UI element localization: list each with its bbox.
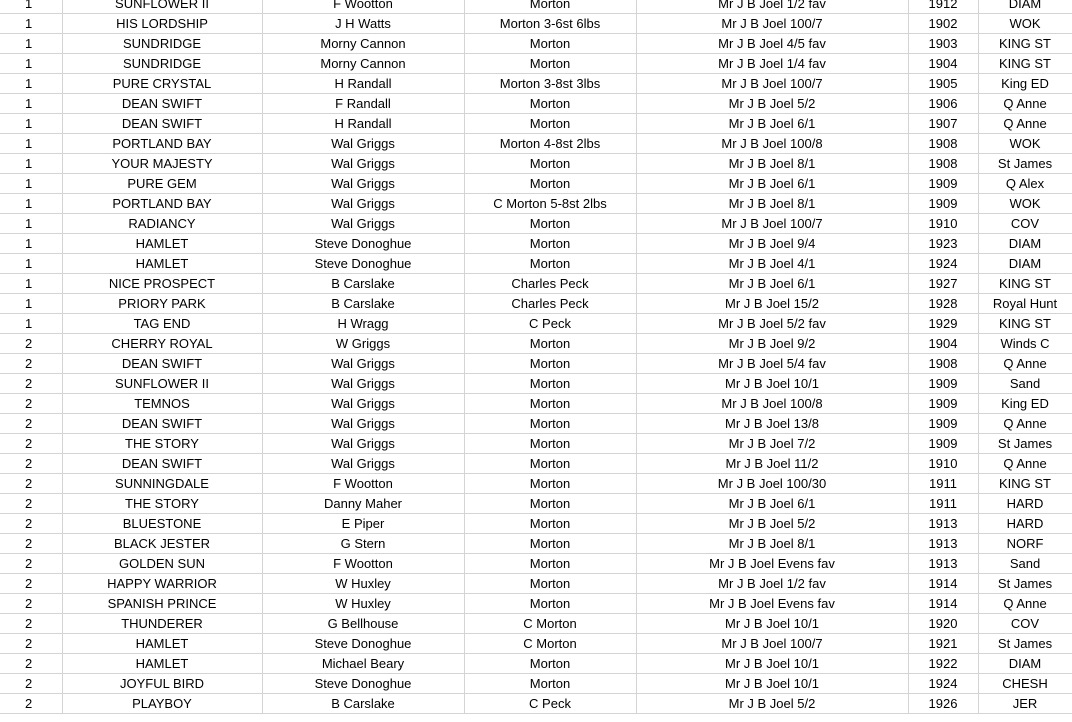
position-cell[interactable]: 2 — [0, 474, 62, 494]
horse-cell[interactable]: HAMLET — [62, 234, 262, 254]
jockey-cell[interactable]: Wal Griggs — [262, 374, 464, 394]
year-cell[interactable]: 1910 — [908, 214, 978, 234]
owner-odds-cell[interactable]: Mr J B Joel 6/1 — [636, 494, 908, 514]
horse-cell[interactable]: NICE PROSPECT — [62, 274, 262, 294]
table-row — [0, 154, 1072, 174]
trainer-cell[interactable]: C Morton — [464, 614, 636, 634]
table-row — [0, 234, 1072, 254]
trainer-cell[interactable]: Morton — [464, 234, 636, 254]
jockey-cell[interactable]: Wal Griggs — [262, 354, 464, 374]
table-row — [0, 214, 1072, 234]
horse-cell[interactable]: SUNFLOWER II — [62, 0, 262, 14]
position-cell[interactable]: 1 — [0, 114, 62, 134]
race-cell[interactable]: St James — [978, 574, 1072, 594]
year-cell[interactable]: 1929 — [908, 314, 978, 334]
year-cell[interactable]: 1913 — [908, 554, 978, 574]
trainer-cell[interactable]: Morton — [464, 374, 636, 394]
table-row — [0, 434, 1072, 454]
table-row — [0, 674, 1072, 694]
jockey-cell[interactable]: B Carslake — [262, 274, 464, 294]
race-cell[interactable]: COV — [978, 214, 1072, 234]
jockey-cell[interactable]: Morny Cannon — [262, 34, 464, 54]
trainer-cell[interactable]: Morton — [464, 334, 636, 354]
owner-odds-cell[interactable]: Mr J B Joel 100/7 — [636, 14, 908, 34]
race-cell[interactable]: DIAM — [978, 234, 1072, 254]
trainer-cell[interactable]: Charles Peck — [464, 274, 636, 294]
position-cell[interactable]: 1 — [0, 234, 62, 254]
trainer-cell[interactable]: Morton — [464, 54, 636, 74]
owner-odds-cell[interactable]: Mr J B Joel 6/1 — [636, 274, 908, 294]
position-cell[interactable]: 2 — [0, 454, 62, 474]
horse-cell[interactable]: TEMNOS — [62, 394, 262, 414]
horse-cell[interactable]: DEAN SWIFT — [62, 354, 262, 374]
horse-cell[interactable]: PORTLAND BAY — [62, 194, 262, 214]
horse-cell[interactable]: BLACK JESTER — [62, 534, 262, 554]
trainer-cell[interactable]: Morton — [464, 474, 636, 494]
jockey-cell[interactable]: H Randall — [262, 74, 464, 94]
race-cell[interactable]: HARD — [978, 494, 1072, 514]
jockey-cell[interactable]: F Wootton — [262, 474, 464, 494]
position-cell[interactable]: 2 — [0, 494, 62, 514]
owner-odds-cell[interactable]: Mr J B Joel 4/5 fav — [636, 34, 908, 54]
trainer-cell[interactable]: Morton — [464, 34, 636, 54]
owner-odds-cell[interactable]: Mr J B Joel 100/8 — [636, 394, 908, 414]
position-cell[interactable]: 1 — [0, 14, 62, 34]
jockey-cell[interactable]: Wal Griggs — [262, 194, 464, 214]
trainer-cell[interactable]: Morton — [464, 454, 636, 474]
horse-cell[interactable]: PURE GEM — [62, 174, 262, 194]
race-cell[interactable]: DIAM — [978, 0, 1072, 14]
year-cell[interactable]: 1904 — [908, 334, 978, 354]
table-row — [0, 554, 1072, 574]
year-cell[interactable]: 1927 — [908, 274, 978, 294]
year-cell[interactable]: 1914 — [908, 594, 978, 614]
horse-cell[interactable]: SUNNINGDALE — [62, 474, 262, 494]
owner-odds-cell[interactable]: Mr J B Joel 5/2 — [636, 694, 908, 714]
position-cell[interactable]: 2 — [0, 374, 62, 394]
position-cell[interactable]: 1 — [0, 214, 62, 234]
race-cell[interactable]: Winds C — [978, 334, 1072, 354]
position-cell[interactable]: 2 — [0, 594, 62, 614]
year-cell[interactable]: 1911 — [908, 474, 978, 494]
horse-cell[interactable]: THE STORY — [62, 434, 262, 454]
race-cell[interactable]: Q Anne — [978, 94, 1072, 114]
year-cell[interactable]: 1922 — [908, 654, 978, 674]
position-cell[interactable]: 2 — [0, 534, 62, 554]
owner-odds-cell[interactable]: Mr J B Joel 6/1 — [636, 114, 908, 134]
year-cell[interactable]: 1913 — [908, 514, 978, 534]
race-cell[interactable]: Q Anne — [978, 114, 1072, 134]
race-cell[interactable]: KING ST — [978, 54, 1072, 74]
horse-cell[interactable]: PLAYBOY — [62, 694, 262, 714]
jockey-cell[interactable]: F Randall — [262, 94, 464, 114]
position-cell[interactable]: 2 — [0, 674, 62, 694]
table-row — [0, 334, 1072, 354]
table-row — [0, 514, 1072, 534]
jockey-cell[interactable]: E Piper — [262, 514, 464, 534]
horse-cell[interactable]: DEAN SWIFT — [62, 454, 262, 474]
horse-cell[interactable]: TAG END — [62, 314, 262, 334]
trainer-cell[interactable]: Morton — [464, 394, 636, 414]
race-cell[interactable]: KING ST — [978, 34, 1072, 54]
year-cell[interactable]: 1905 — [908, 74, 978, 94]
horse-cell[interactable]: YOUR MAJESTY — [62, 154, 262, 174]
horse-cell[interactable]: THUNDERER — [62, 614, 262, 634]
trainer-cell[interactable]: Morton — [464, 414, 636, 434]
jockey-cell[interactable]: H Randall — [262, 114, 464, 134]
table-row — [0, 374, 1072, 394]
year-cell[interactable]: 1913 — [908, 534, 978, 554]
trainer-cell[interactable]: Morton — [464, 114, 636, 134]
jockey-cell[interactable]: Wal Griggs — [262, 414, 464, 434]
owner-odds-cell[interactable]: Mr J B Joel 5/2 — [636, 94, 908, 114]
jockey-cell[interactable]: Morny Cannon — [262, 54, 464, 74]
table-row — [0, 474, 1072, 494]
year-cell[interactable]: 1926 — [908, 694, 978, 714]
table-row — [0, 594, 1072, 614]
jockey-cell[interactable]: J H Watts — [262, 14, 464, 34]
trainer-cell[interactable]: Morton — [464, 94, 636, 114]
owner-odds-cell[interactable]: Mr J B Joel Evens fav — [636, 594, 908, 614]
owner-odds-cell[interactable]: Mr J B Joel 8/1 — [636, 534, 908, 554]
table-row — [0, 534, 1072, 554]
race-cell[interactable]: WOK — [978, 134, 1072, 154]
trainer-cell[interactable]: Morton — [464, 654, 636, 674]
position-cell[interactable]: 2 — [0, 654, 62, 674]
horse-cell[interactable]: HAPPY WARRIOR — [62, 574, 262, 594]
race-cell[interactable]: Q Anne — [978, 454, 1072, 474]
position-cell[interactable]: 2 — [0, 514, 62, 534]
race-cell[interactable]: KING ST — [978, 474, 1072, 494]
race-cell[interactable]: St James — [978, 154, 1072, 174]
position-cell[interactable]: 1 — [0, 54, 62, 74]
table-row — [0, 0, 1072, 14]
horse-cell[interactable]: PURE CRYSTAL — [62, 74, 262, 94]
position-cell[interactable]: 1 — [0, 34, 62, 54]
owner-odds-cell[interactable]: Mr J B Joel Evens fav — [636, 554, 908, 574]
jockey-cell[interactable]: Danny Maher — [262, 494, 464, 514]
race-cell[interactable]: DIAM — [978, 654, 1072, 674]
table-row — [0, 354, 1072, 374]
table-row — [0, 114, 1072, 134]
horse-cell[interactable]: SUNFLOWER II — [62, 374, 262, 394]
trainer-cell[interactable]: Morton 3-8st 3lbs — [464, 74, 636, 94]
year-cell[interactable]: 1923 — [908, 234, 978, 254]
year-cell[interactable]: 1914 — [908, 574, 978, 594]
owner-odds-cell[interactable]: Mr J B Joel 9/4 — [636, 234, 908, 254]
year-cell[interactable]: 1908 — [908, 154, 978, 174]
owner-odds-cell[interactable]: Mr J B Joel 1/2 fav — [636, 0, 908, 14]
table-row — [0, 654, 1072, 674]
jockey-cell[interactable]: G Stern — [262, 534, 464, 554]
race-cell[interactable]: Q Alex — [978, 174, 1072, 194]
position-cell[interactable]: 2 — [0, 334, 62, 354]
table-row — [0, 14, 1072, 34]
year-cell[interactable]: 1906 — [908, 94, 978, 114]
trainer-cell[interactable]: Morton 3-6st 6lbs — [464, 14, 636, 34]
position-cell[interactable]: 2 — [0, 554, 62, 574]
horse-cell[interactable]: THE STORY — [62, 494, 262, 514]
trainer-cell[interactable]: C Morton 5-8st 2lbs — [464, 194, 636, 214]
year-cell[interactable]: 1909 — [908, 394, 978, 414]
position-cell[interactable]: 1 — [0, 0, 62, 14]
jockey-cell[interactable]: Wal Griggs — [262, 214, 464, 234]
jockey-cell[interactable]: Wal Griggs — [262, 394, 464, 414]
trainer-cell[interactable]: Morton — [464, 574, 636, 594]
table-row — [0, 34, 1072, 54]
table-row — [0, 414, 1072, 434]
table-row — [0, 134, 1072, 154]
owner-odds-cell[interactable]: Mr J B Joel 11/2 — [636, 454, 908, 474]
jockey-cell[interactable]: B Carslake — [262, 694, 464, 714]
year-cell[interactable]: 1908 — [908, 354, 978, 374]
table-row — [0, 494, 1072, 514]
position-cell[interactable]: 2 — [0, 434, 62, 454]
horse-cell[interactable]: BLUESTONE — [62, 514, 262, 534]
year-cell[interactable]: 1924 — [908, 674, 978, 694]
table-row — [0, 314, 1072, 334]
owner-odds-cell[interactable]: Mr J B Joel 8/1 — [636, 194, 908, 214]
race-cell[interactable]: Royal Hunt — [978, 294, 1072, 314]
year-cell[interactable]: 1909 — [908, 194, 978, 214]
year-cell[interactable]: 1903 — [908, 34, 978, 54]
position-cell[interactable]: 2 — [0, 394, 62, 414]
owner-odds-cell[interactable]: Mr J B Joel 1/4 fav — [636, 54, 908, 74]
race-cell[interactable]: Q Anne — [978, 414, 1072, 434]
position-cell[interactable]: 1 — [0, 254, 62, 274]
trainer-cell[interactable]: Morton — [464, 554, 636, 574]
race-cell[interactable]: King ED — [978, 394, 1072, 414]
owner-odds-cell[interactable]: Mr J B Joel 5/2 — [636, 514, 908, 534]
owner-odds-cell[interactable]: Mr J B Joel 1/2 fav — [636, 574, 908, 594]
race-cell[interactable]: Sand — [978, 554, 1072, 574]
owner-odds-cell[interactable]: Mr J B Joel 100/7 — [636, 634, 908, 654]
position-cell[interactable]: 1 — [0, 174, 62, 194]
horse-cell[interactable]: SPANISH PRINCE — [62, 594, 262, 614]
jockey-cell[interactable]: Wal Griggs — [262, 174, 464, 194]
owner-odds-cell[interactable]: Mr J B Joel 100/30 — [636, 474, 908, 494]
race-cell[interactable]: WOK — [978, 194, 1072, 214]
trainer-cell[interactable]: Morton — [464, 174, 636, 194]
jockey-cell[interactable]: Steve Donoghue — [262, 254, 464, 274]
race-cell[interactable]: KING ST — [978, 314, 1072, 334]
owner-odds-cell[interactable]: Mr J B Joel 15/2 — [636, 294, 908, 314]
jockey-cell[interactable]: Wal Griggs — [262, 454, 464, 474]
race-cell[interactable]: Sand — [978, 374, 1072, 394]
trainer-cell[interactable]: Morton — [464, 214, 636, 234]
owner-odds-cell[interactable]: Mr J B Joel 6/1 — [636, 174, 908, 194]
owner-odds-cell[interactable]: Mr J B Joel 10/1 — [636, 614, 908, 634]
race-cell[interactable]: St James — [978, 434, 1072, 454]
position-cell[interactable]: 1 — [0, 154, 62, 174]
race-cell[interactable]: NORF — [978, 534, 1072, 554]
horse-cell[interactable]: PRIORY PARK — [62, 294, 262, 314]
jockey-cell[interactable]: G Bellhouse — [262, 614, 464, 634]
jockey-cell[interactable]: W Huxley — [262, 574, 464, 594]
race-cell[interactable]: DIAM — [978, 254, 1072, 274]
jockey-cell[interactable]: Steve Donoghue — [262, 234, 464, 254]
year-cell[interactable]: 1920 — [908, 614, 978, 634]
horse-cell[interactable]: DEAN SWIFT — [62, 94, 262, 114]
owner-odds-cell[interactable]: Mr J B Joel 5/4 fav — [636, 354, 908, 374]
trainer-cell[interactable]: Morton — [464, 494, 636, 514]
jockey-cell[interactable]: F Wootton — [262, 0, 464, 14]
table-row — [0, 274, 1072, 294]
jockey-cell[interactable]: H Wragg — [262, 314, 464, 334]
horse-cell[interactable]: DEAN SWIFT — [62, 114, 262, 134]
jockey-cell[interactable]: Wal Griggs — [262, 134, 464, 154]
year-cell[interactable]: 1921 — [908, 634, 978, 654]
owner-odds-cell[interactable]: Mr J B Joel 100/8 — [636, 134, 908, 154]
trainer-cell[interactable]: Morton — [464, 0, 636, 14]
year-cell[interactable]: 1909 — [908, 174, 978, 194]
table-row — [0, 614, 1072, 634]
year-cell[interactable]: 1904 — [908, 54, 978, 74]
horse-cell[interactable]: SUNDRIDGE — [62, 54, 262, 74]
trainer-cell[interactable]: Morton — [464, 514, 636, 534]
table-row — [0, 694, 1072, 714]
race-cell[interactable]: CHESH — [978, 674, 1072, 694]
owner-odds-cell[interactable]: Mr J B Joel 100/7 — [636, 214, 908, 234]
table-row — [0, 54, 1072, 74]
trainer-cell[interactable]: Morton — [464, 534, 636, 554]
table-row — [0, 454, 1072, 474]
trainer-cell[interactable]: C Morton — [464, 634, 636, 654]
trainer-cell[interactable]: Morton — [464, 434, 636, 454]
owner-odds-cell[interactable]: Mr J B Joel 13/8 — [636, 414, 908, 434]
owner-odds-cell[interactable]: Mr J B Joel 10/1 — [636, 374, 908, 394]
race-cell[interactable]: WOK — [978, 14, 1072, 34]
year-cell[interactable]: 1909 — [908, 434, 978, 454]
jockey-cell[interactable]: Wal Griggs — [262, 154, 464, 174]
race-cell[interactable]: St James — [978, 634, 1072, 654]
trainer-cell[interactable]: Morton — [464, 674, 636, 694]
trainer-cell[interactable]: Morton — [464, 154, 636, 174]
position-cell[interactable]: 1 — [0, 294, 62, 314]
position-cell[interactable]: 1 — [0, 134, 62, 154]
trainer-cell[interactable]: C Peck — [464, 694, 636, 714]
year-cell[interactable]: 1907 — [908, 114, 978, 134]
owner-odds-cell[interactable]: Mr J B Joel 100/7 — [636, 74, 908, 94]
race-cell[interactable]: HARD — [978, 514, 1072, 534]
year-cell[interactable]: 1908 — [908, 134, 978, 154]
position-cell[interactable]: 2 — [0, 354, 62, 374]
year-cell[interactable]: 1902 — [908, 14, 978, 34]
position-cell[interactable]: 2 — [0, 694, 62, 714]
jockey-cell[interactable]: W Huxley — [262, 594, 464, 614]
position-cell[interactable]: 1 — [0, 314, 62, 334]
jockey-cell[interactable]: Michael Beary — [262, 654, 464, 674]
table-row — [0, 634, 1072, 654]
race-cell[interactable]: JER — [978, 694, 1072, 714]
horse-cell[interactable]: HAMLET — [62, 254, 262, 274]
table-row — [0, 294, 1072, 314]
horse-cell[interactable]: SUNDRIDGE — [62, 34, 262, 54]
jockey-cell[interactable]: Steve Donoghue — [262, 674, 464, 694]
position-cell[interactable]: 2 — [0, 634, 62, 654]
horse-cell[interactable]: HAMLET — [62, 654, 262, 674]
owner-odds-cell[interactable]: Mr J B Joel 4/1 — [636, 254, 908, 274]
trainer-cell[interactable]: Charles Peck — [464, 294, 636, 314]
race-cell[interactable]: Q Anne — [978, 354, 1072, 374]
horse-cell[interactable]: HIS LORDSHIP — [62, 14, 262, 34]
table-row — [0, 74, 1072, 94]
year-cell[interactable]: 1909 — [908, 374, 978, 394]
race-cell[interactable]: COV — [978, 614, 1072, 634]
race-cell[interactable]: King ED — [978, 74, 1072, 94]
horse-cell[interactable]: DEAN SWIFT — [62, 414, 262, 434]
trainer-cell[interactable]: Morton — [464, 594, 636, 614]
horse-cell[interactable]: CHERRY ROYAL — [62, 334, 262, 354]
race-cell[interactable]: KING ST — [978, 274, 1072, 294]
horse-cell[interactable]: HAMLET — [62, 634, 262, 654]
owner-odds-cell[interactable]: Mr J B Joel 9/2 — [636, 334, 908, 354]
table-row — [0, 574, 1072, 594]
jockey-cell[interactable]: F Wootton — [262, 554, 464, 574]
position-cell[interactable]: 2 — [0, 414, 62, 434]
trainer-cell[interactable]: C Peck — [464, 314, 636, 334]
trainer-cell[interactable]: Morton — [464, 254, 636, 274]
trainer-cell[interactable]: Morton — [464, 354, 636, 374]
position-cell[interactable]: 1 — [0, 94, 62, 114]
year-cell[interactable]: 1912 — [908, 0, 978, 14]
position-cell[interactable]: 2 — [0, 574, 62, 594]
table-row — [0, 194, 1072, 214]
year-cell[interactable]: 1911 — [908, 494, 978, 514]
position-cell[interactable]: 1 — [0, 274, 62, 294]
jockey-cell[interactable]: Steve Donoghue — [262, 634, 464, 654]
position-cell[interactable]: 1 — [0, 74, 62, 94]
table-row — [0, 394, 1072, 414]
year-cell[interactable]: 1924 — [908, 254, 978, 274]
year-cell[interactable]: 1909 — [908, 414, 978, 434]
table-row — [0, 254, 1072, 274]
horse-cell[interactable]: PORTLAND BAY — [62, 134, 262, 154]
table-row — [0, 94, 1072, 114]
jockey-cell[interactable]: W Griggs — [262, 334, 464, 354]
table-row — [0, 174, 1072, 194]
owner-odds-cell[interactable]: Mr J B Joel 7/2 — [636, 434, 908, 454]
horse-cell[interactable]: RADIANCY — [62, 214, 262, 234]
year-cell[interactable]: 1928 — [908, 294, 978, 314]
horse-cell[interactable]: JOYFUL BIRD — [62, 674, 262, 694]
race-cell[interactable]: Q Anne — [978, 594, 1072, 614]
owner-odds-cell[interactable]: Mr J B Joel 8/1 — [636, 154, 908, 174]
trainer-cell[interactable]: Morton 4-8st 2lbs — [464, 134, 636, 154]
position-cell[interactable]: 2 — [0, 614, 62, 634]
owner-odds-cell[interactable]: Mr J B Joel 5/2 fav — [636, 314, 908, 334]
jockey-cell[interactable]: Wal Griggs — [262, 434, 464, 454]
position-cell[interactable]: 1 — [0, 194, 62, 214]
jockey-cell[interactable]: B Carslake — [262, 294, 464, 314]
owner-odds-cell[interactable]: Mr J B Joel 10/1 — [636, 654, 908, 674]
horse-cell[interactable]: GOLDEN SUN — [62, 554, 262, 574]
owner-odds-cell[interactable]: Mr J B Joel 10/1 — [636, 674, 908, 694]
year-cell[interactable]: 1910 — [908, 454, 978, 474]
